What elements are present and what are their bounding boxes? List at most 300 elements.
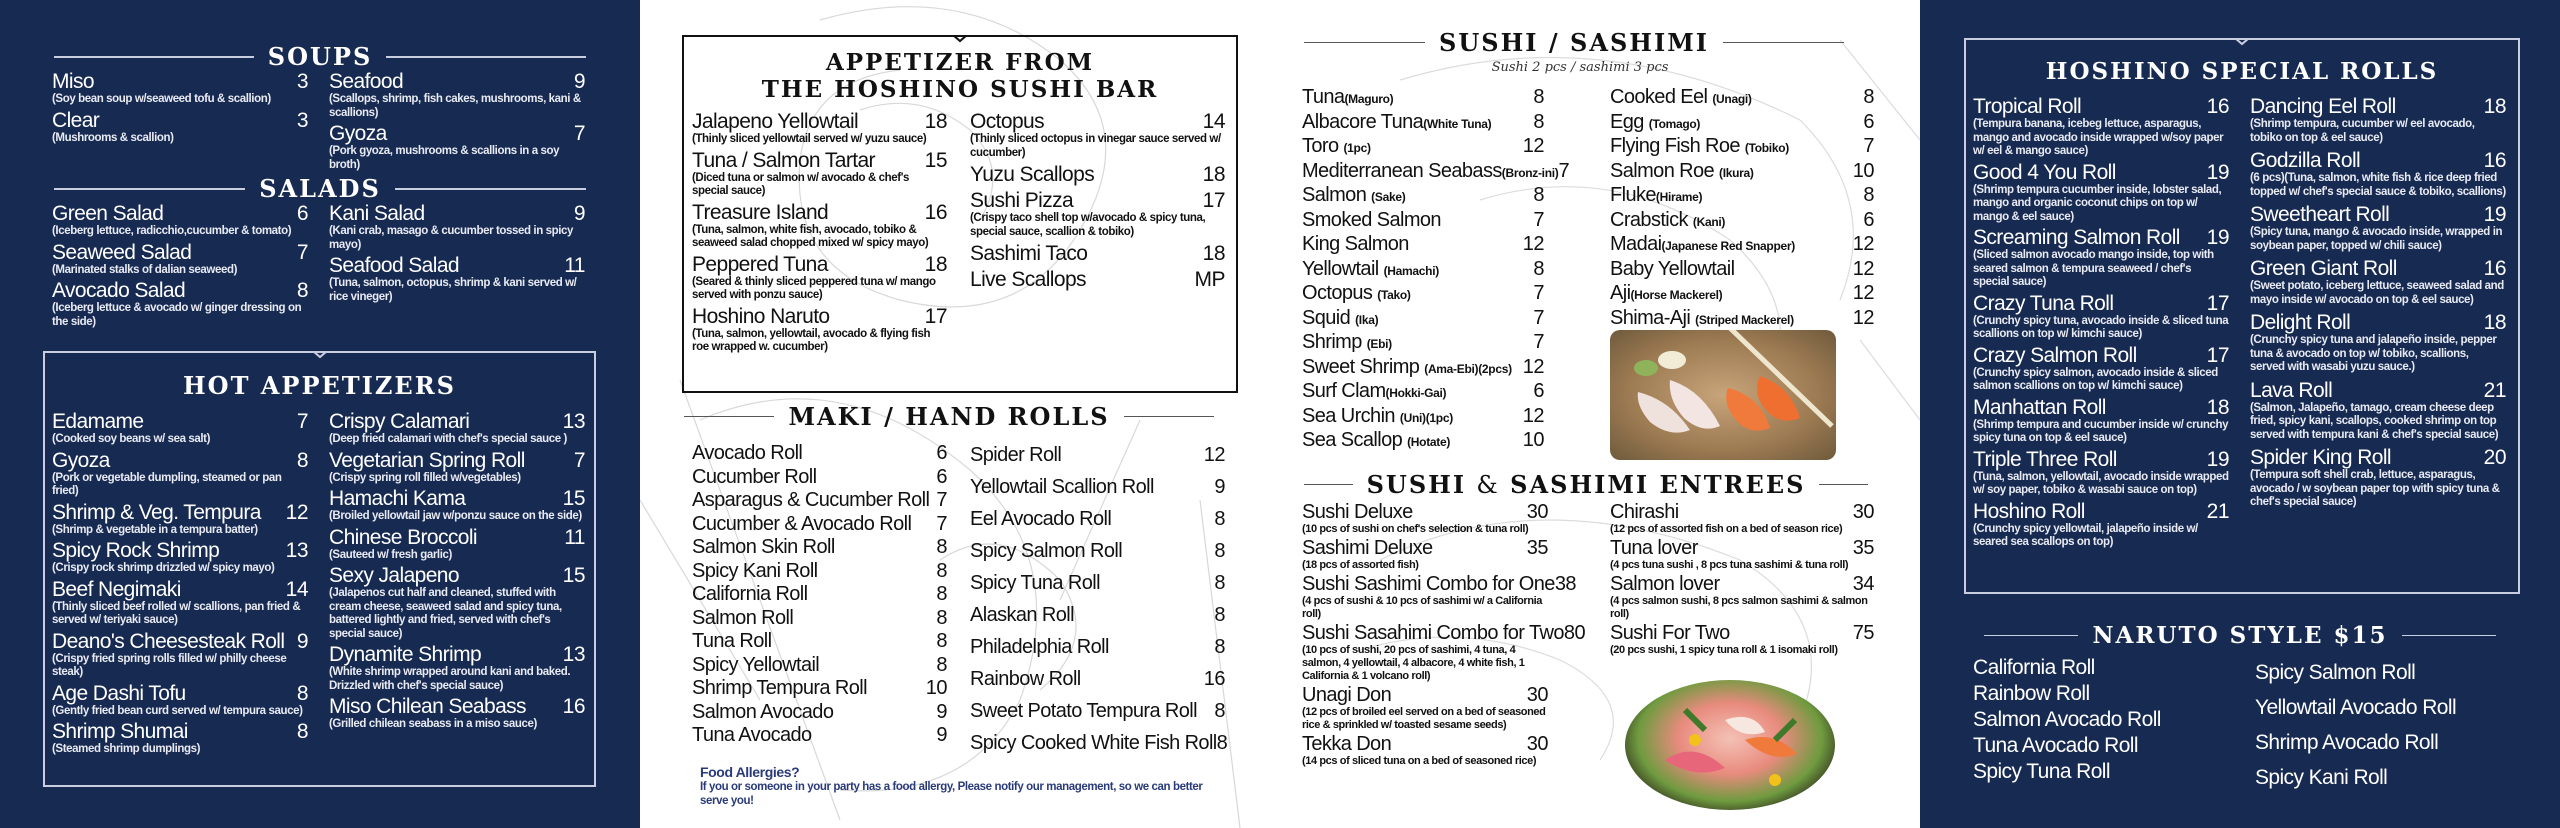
item-description: (Tuna, salmon, yellowtail, avocado inside wrapped w/ soy paper, tobiko & wasabi sauce on top) — [1973, 470, 2229, 496]
menu-item — [1302, 233, 1544, 258]
menu-item — [52, 241, 308, 278]
item-price: 8 — [1533, 257, 1544, 280]
item-name: Alaskan Roll — [970, 604, 1074, 626]
item-japanese-name: (Kani) — [1692, 214, 1726, 229]
item-price: 9 — [573, 202, 585, 225]
item-description: (20 pcs sushi, 1 spicy tuna roll & 1 isomaki roll) — [1610, 644, 1838, 656]
menu-item — [2250, 311, 2506, 375]
menu-item — [970, 242, 1225, 265]
menu-item — [1610, 184, 1874, 209]
item-price: 12 — [1852, 233, 1874, 255]
item-name-group — [1302, 356, 1512, 381]
menu-item-row — [2250, 257, 2506, 280]
menu-item — [1973, 344, 2229, 394]
menu-item-row — [692, 466, 947, 490]
item-name: Green Giant Roll — [2250, 257, 2397, 280]
item-name: Tuna Roll — [692, 630, 772, 652]
item-price: 19 — [2206, 447, 2229, 471]
item-name-group — [1302, 233, 1409, 258]
soups-title: SOUPS — [267, 42, 373, 71]
maki-header — [684, 402, 1214, 431]
menu-item — [2250, 95, 2506, 145]
item-price: 7 — [1863, 135, 1874, 157]
menu-item-row — [1302, 258, 1544, 283]
item-japanese-name: (Hokki-Gai) — [1385, 386, 1447, 400]
menu-item-row — [1973, 344, 2229, 367]
item-name: Cucumber & Avocado Roll — [692, 512, 912, 535]
item-name: Sweetheart Roll — [2250, 203, 2390, 226]
item-price: 7 — [573, 122, 585, 145]
item-price: 3 — [296, 108, 308, 132]
menu-item-row — [329, 202, 585, 225]
menu-item-row — [52, 202, 308, 225]
menu-item-row — [52, 109, 308, 132]
menu-item-row — [970, 110, 1225, 133]
menu-item-row — [1302, 429, 1544, 454]
menu-item — [1610, 160, 1874, 185]
salads-header — [54, 174, 586, 203]
item-name: Clear — [52, 108, 100, 132]
item-price: 12 — [1203, 444, 1225, 466]
entrees-title-b: SASHIMI ENTREES — [1510, 470, 1806, 499]
item-description: (Crunchy spicy salmon, avocado inside & sliced salmon scallions on top w/ kimchi sauce) — [1973, 366, 2218, 392]
menu-item-row — [1610, 282, 1874, 307]
item-name-group — [1302, 258, 1439, 283]
item-price: 8 — [296, 681, 308, 705]
item-name: Edamame — [52, 410, 144, 433]
item-price: 7 — [1533, 208, 1544, 231]
menu-item — [1302, 380, 1544, 405]
menu-item-row — [1302, 184, 1544, 209]
item-name: Sweet Potato Tempura Roll — [970, 700, 1197, 722]
menu-item-row — [329, 254, 585, 277]
item-price: 16 — [2206, 95, 2229, 118]
item-price: 8 — [1214, 572, 1225, 594]
menu-item — [329, 526, 585, 563]
menu-item — [52, 70, 308, 107]
item-price: 10 — [925, 677, 947, 699]
item-name: Egg — [1610, 110, 1649, 133]
item-name: Chirashi — [1610, 501, 1679, 523]
item-price: 13 — [285, 539, 308, 562]
menu-item-row — [52, 630, 308, 653]
item-name-group — [1610, 307, 1794, 332]
item-description: (Crunchy spicy tuna and jalapeño inside, pepper tuna & avocado on top w/ tobiko, scallions, served with wasabi yuzu sauce.) — [2250, 334, 2497, 373]
item-description: (Salmon, Jalapeño, tamago, cream cheese deep fried, spicy kani, scallops, cooked shrimp on top served with tempura kani & chef's special sauce) — [2250, 401, 2499, 441]
item-price: 11 — [564, 525, 585, 549]
item-name: Spicy Salmon Roll — [970, 540, 1123, 562]
item-description: (White shrimp wrapped around kani and baked. Drizzled with chef's special sauce) — [329, 666, 571, 692]
item-japanese-name: (Maguro) — [1344, 92, 1394, 106]
sushi-sashimi-left-column — [1302, 86, 1570, 454]
item-name: Salmon Avocado — [692, 700, 834, 723]
item-description: (Cooked soy beans w/ sea salt) — [52, 433, 211, 445]
menu-item — [329, 254, 585, 304]
menu-item-row — [692, 560, 947, 584]
menu-item-row — [970, 189, 1225, 212]
panel-soups-salads-hot-appetizers — [0, 0, 640, 828]
item-description: (Pork gyoza, mushrooms & scallions in a soy broth) — [329, 145, 560, 171]
item-price: 75 — [1852, 622, 1874, 644]
sashimi-bowl-icon — [1625, 680, 1835, 810]
item-name: Shima-Aji — [1610, 306, 1696, 329]
allergy-body: If you or someone in your party has a food allergy, Please notify our management, so we can better serve you! — [700, 781, 1203, 807]
item-price: 8 — [936, 559, 947, 582]
item-description: (Sweet potato, iceberg lettuce, seaweed salad and mayo inside w/ avocado on top & eel sauce) — [2250, 280, 2504, 306]
item-japanese-name: (Horse Mackerel) — [1630, 288, 1723, 302]
item-description: (Shrimp tempura and cucumber inside w/ crunchy spicy tuna on top & eel sauce) — [1973, 418, 2229, 444]
item-price: 7 — [1533, 306, 1544, 329]
sashimi-bowl-photo — [1625, 680, 1835, 810]
menu-item — [692, 442, 947, 466]
item-price: 6 — [1533, 380, 1544, 402]
item-price: 8 — [936, 653, 947, 676]
menu-item-row — [970, 474, 1225, 500]
menu-item-row — [970, 242, 1225, 265]
item-name: Cooked Eel — [1610, 86, 1713, 108]
menu-item-row — [329, 643, 585, 666]
item-description: (14 pcs of sliced tuna on a bed of seasoned rice) — [1302, 755, 1537, 767]
menu-item — [329, 695, 585, 732]
panel-special-rolls-naruto — [1920, 0, 2560, 828]
item-name: Spicy Tuna Roll — [970, 572, 1100, 594]
menu-item — [1302, 429, 1544, 454]
item-name: Salmon lover — [1610, 573, 1720, 595]
menu-item — [329, 410, 585, 447]
item-price: 8 — [1214, 700, 1225, 722]
menu-item — [970, 698, 1225, 724]
item-price: 21 — [2483, 378, 2506, 402]
item-description: (Deep fried calamari with chef's special sauce ) — [329, 433, 567, 445]
item-name-group — [1610, 86, 1752, 111]
maki-left-column — [692, 442, 947, 748]
menu-item — [1973, 500, 2229, 550]
menu-item-row — [1973, 292, 2229, 315]
item-name: Triple Three Roll — [1973, 447, 2117, 471]
item-description: (Mushrooms & scallion) — [52, 131, 174, 144]
item-name-group — [1302, 429, 1450, 454]
item-description: (10 pcs of sushi, 20 pcs of sashimi, 4 tuna, 4 salmon, 4 yellowtail, 4 albacore, 4 white fish, 1 California & 1 volcano roll) — [1302, 644, 1525, 682]
menu-item — [1610, 86, 1874, 111]
item-price: 8 — [1214, 604, 1225, 626]
item-price: 8 — [936, 536, 947, 558]
menu-item-row — [692, 583, 947, 607]
menu-item-row — [1302, 573, 1577, 595]
menu-item-row — [1302, 538, 1548, 559]
allergy-notice — [700, 764, 1220, 808]
item-name-group — [1302, 209, 1441, 234]
item-description: (Sauteed w/ fresh garlic) — [329, 548, 452, 561]
sushi-sashimi-header — [1304, 28, 1844, 57]
menu-item-row — [692, 305, 947, 328]
menu-item — [970, 730, 1228, 756]
sushi-bar-title-line1: APPETIZER FROM — [825, 49, 1095, 76]
item-description: (4 pcs salmon sushi, 8 pcs salmon sashimi & salmon roll) — [1610, 595, 1868, 620]
menu-item — [692, 560, 947, 584]
hot-appetizers-right-column — [329, 410, 585, 734]
item-name: Yellowtail Scallion Roll — [970, 476, 1154, 498]
item-price: 8 — [296, 448, 308, 472]
menu-item-row — [970, 730, 1228, 756]
menu-item-row — [329, 449, 585, 472]
menu-item — [329, 487, 585, 524]
item-name: Aji — [1610, 282, 1631, 304]
menu-item-row — [970, 442, 1225, 468]
allergy-title: Food Allergies? — [700, 764, 800, 780]
item-name: Squid — [1302, 306, 1356, 329]
item-name: Screaming Salmon Roll — [1973, 226, 2180, 249]
item-price: 34 — [1852, 573, 1874, 595]
item-price: 7 — [1533, 282, 1544, 304]
item-price: 8 — [936, 630, 947, 652]
item-name: Smoked Salmon — [1302, 208, 1441, 231]
maki-right-column — [970, 442, 1228, 762]
menu-item — [329, 449, 585, 486]
item-name: Toro — [1302, 135, 1344, 157]
item-description: (Crunchy spicy yellowtail, jalapeño inside w/ seared sea scallops on top) — [1973, 522, 2198, 548]
menu-item-row — [1302, 307, 1544, 332]
menu-item — [1302, 135, 1544, 160]
menu-item — [970, 666, 1225, 692]
item-price: 12 — [1852, 282, 1874, 304]
menu-item-row — [970, 698, 1225, 724]
item-name: Green Salad — [52, 202, 164, 225]
menu-item — [692, 630, 947, 654]
menu-item-row — [1302, 111, 1544, 136]
item-description: (Crispy spring roll filled w/vegetables) — [329, 471, 521, 484]
item-description: (Iceberg lettuce, radicchio,cucumber & tomato) — [52, 225, 292, 237]
item-name: Delight Roll — [2250, 311, 2351, 334]
panel-sushi-sashimi — [1280, 0, 1920, 828]
item-name: Spider Roll — [970, 444, 1062, 466]
item-name: Eel Avocado Roll — [970, 508, 1112, 530]
item-name: Spicy Yellowtail — [692, 653, 820, 676]
menu-item-row — [692, 489, 947, 513]
item-price: 12 — [1522, 404, 1544, 427]
menu-item — [970, 110, 1225, 160]
menu-item — [692, 536, 947, 560]
menu-item-row — [2250, 379, 2506, 402]
item-description: (12 pcs of assorted fish on a bed of season rice) — [1610, 523, 1843, 535]
menu-item — [692, 724, 947, 748]
menu-item-row — [329, 122, 585, 145]
menu-item-row — [52, 578, 308, 601]
menu-item-row — [52, 279, 308, 302]
menu-item — [692, 513, 947, 537]
menu-item — [1302, 356, 1544, 381]
item-price: 15 — [562, 564, 585, 587]
item-name: California Roll — [692, 583, 808, 605]
menu-item — [1610, 111, 1874, 136]
item-price: 6 — [936, 442, 947, 464]
item-name: Sushi Deluxe — [1302, 501, 1413, 523]
item-price: 12 — [1522, 135, 1544, 157]
menu-item — [1973, 161, 2229, 225]
item-name: Sushi Pizza — [970, 189, 1074, 212]
menu-item — [329, 643, 585, 693]
item-japanese-name: (Unagi) — [1712, 92, 1752, 106]
menu-item-row — [1302, 135, 1544, 160]
item-name: Deano's Cheesesteak Roll — [52, 629, 285, 653]
menu-item — [1302, 111, 1544, 136]
item-price: 8 — [1863, 184, 1874, 206]
menu-item-row — [1302, 159, 1570, 185]
menu-item-row — [1610, 209, 1874, 234]
item-name: Crabstick — [1610, 208, 1693, 231]
menu-item — [1302, 258, 1544, 283]
item-name: Asparagus & Cucumber Roll — [692, 489, 930, 511]
item-price: MP — [1194, 268, 1225, 291]
item-name-group — [1302, 184, 1405, 209]
item-price: 16 — [1203, 668, 1225, 690]
menu-item-row — [1610, 623, 1874, 644]
item-price: 9 — [573, 70, 585, 93]
item-description: (Diced tuna or salmon w/ avocado & chef's special sauce) — [692, 171, 910, 197]
naruto-roll-item: Salmon Avocado Roll — [1973, 708, 2161, 731]
item-name: Vegetarian Spring Roll — [329, 448, 525, 472]
menu-item — [329, 70, 585, 120]
item-description: (Crunchy spicy tuna, avocado inside & sliced tuna scallions on top w/ kimchi sauce) — [1973, 314, 2229, 340]
menu-item-row — [52, 682, 308, 705]
menu-item-row — [692, 149, 947, 172]
item-price: 14 — [285, 577, 308, 601]
menu-item-row — [1973, 396, 2229, 419]
item-name: Sexy Jalapeno — [329, 564, 459, 587]
item-name: Avocado Salad — [52, 279, 186, 302]
item-price: 7 — [936, 512, 947, 535]
menu-item — [970, 538, 1225, 564]
menu-item-row — [1610, 111, 1874, 136]
item-name: Tuna — [1302, 86, 1345, 108]
menu-item — [1973, 396, 2229, 446]
menu-item-row — [692, 513, 947, 537]
item-price: 8 — [1214, 508, 1225, 530]
item-name-group — [1302, 331, 1392, 356]
menu-item — [2250, 257, 2506, 307]
item-description: (Tuna, salmon, octopus, shrimp & kani served w/ rice vineger) — [329, 277, 577, 303]
panel-sushi-bar-appetizers-maki — [640, 0, 1280, 828]
naruto-roll-item: Spicy Tuna Roll — [1973, 760, 2110, 783]
item-japanese-name: (Japanese Red Snapper) — [1661, 239, 1795, 253]
item-japanese-name: (Ama-Ebi)(2pcs) — [1424, 361, 1512, 376]
naruto-roll-item: Spicy Salmon Roll — [2255, 661, 2416, 684]
item-name: Gyoza — [329, 122, 387, 145]
menu-item — [52, 109, 308, 146]
menu-item — [970, 570, 1225, 596]
item-price: 7 — [296, 240, 308, 264]
menu-item — [1973, 226, 2229, 290]
item-name-group — [1302, 135, 1371, 160]
item-description: (Thinly sliced octopus in vinegar sauce served w/ cucumber) — [970, 133, 1221, 159]
item-name: Good 4 You Roll — [1973, 160, 2116, 184]
menu-item — [52, 630, 308, 680]
notch-ornament-icon — [953, 35, 967, 43]
item-price: 7 — [1558, 159, 1570, 182]
menu-item — [970, 474, 1225, 500]
menu-item — [692, 305, 947, 355]
item-price: 21 — [2206, 499, 2229, 523]
menu-item — [1610, 307, 1874, 332]
item-japanese-name: (Hotate) — [1407, 435, 1451, 449]
menu-item-row — [692, 677, 947, 701]
item-price: 3 — [296, 70, 308, 93]
salads-title: SALADS — [259, 174, 381, 203]
item-price: 13 — [562, 643, 585, 666]
menu-item-row — [1973, 500, 2229, 523]
item-description: (Sliced salmon avocado mango inside, top with seared salmon & tempura seaweed / chef's special sauce) — [1973, 249, 2214, 288]
notch-ornament-icon — [313, 351, 327, 359]
item-price: 18 — [1202, 163, 1225, 186]
item-price: 6 — [296, 202, 308, 225]
menu-item-row — [692, 724, 947, 748]
menu-item-row — [1610, 160, 1874, 185]
menu-item-row — [970, 163, 1225, 186]
item-price: 19 — [2483, 203, 2506, 226]
menu-item — [1610, 623, 1874, 657]
item-price: 19 — [2206, 160, 2229, 184]
item-name: Crazy Salmon Roll — [1973, 343, 2137, 367]
item-japanese-name: (Tomago) — [1648, 116, 1701, 131]
menu-item-row — [52, 539, 308, 562]
menu-item — [1302, 573, 1577, 621]
item-price: 9 — [296, 629, 308, 653]
menu-item — [2250, 379, 2506, 443]
menu-item — [52, 410, 308, 447]
item-price: 80 — [1563, 622, 1586, 644]
item-name: Spicy Cooked White Fish Roll — [970, 732, 1217, 754]
item-japanese-name: (Ebi) — [1366, 337, 1392, 351]
item-price: 17 — [2206, 343, 2229, 367]
menu-item-row — [329, 487, 585, 510]
entrees-right-column — [1610, 502, 1874, 659]
item-price: 10 — [1852, 159, 1874, 182]
item-price: 8 — [296, 279, 308, 302]
item-price: 10 — [1522, 429, 1544, 451]
item-price: 12 — [1852, 306, 1874, 329]
item-price: 16 — [562, 695, 585, 718]
item-price: 8 — [1216, 732, 1228, 754]
menu-item-row — [692, 630, 947, 654]
notch-ornament-icon — [2235, 38, 2249, 46]
item-description: (Crispy taco shell top w/avocado & spicy tuna, special sauce, scallion & tobiko) — [970, 212, 1206, 238]
item-description: (18 pcs of assorted fish) — [1302, 559, 1419, 571]
menu-item — [1610, 502, 1874, 536]
menu-item-row — [2250, 203, 2506, 226]
menu-item — [970, 506, 1225, 532]
item-name: Flying Fish Roe — [1610, 135, 1745, 157]
menu-item — [1610, 574, 1874, 621]
naruto-right-column — [2255, 655, 2495, 795]
menu-item-row — [2250, 95, 2506, 118]
menu-item-row — [1302, 734, 1548, 755]
menu-item-row — [52, 410, 308, 433]
menu-item-row — [2250, 446, 2506, 469]
menu-item-row — [692, 607, 947, 631]
item-name: Sea Urchin — [1302, 404, 1400, 427]
naruto-roll-item: Shrimp Avocado Roll — [2255, 731, 2439, 754]
item-name: Sea Scallop — [1302, 429, 1408, 451]
menu-item — [1973, 95, 2229, 159]
item-name: Sushi Sasahimi Combo for Two — [1302, 622, 1564, 644]
item-price: 8 — [1214, 636, 1225, 658]
item-price: 14 — [1202, 110, 1225, 133]
item-name: Peppered Tuna — [692, 252, 828, 276]
menu-item — [1302, 307, 1544, 332]
item-price: 6 — [1863, 208, 1874, 231]
menu-item-row — [52, 501, 308, 524]
item-price: 18 — [2206, 395, 2229, 419]
menu-item — [1302, 622, 1586, 683]
